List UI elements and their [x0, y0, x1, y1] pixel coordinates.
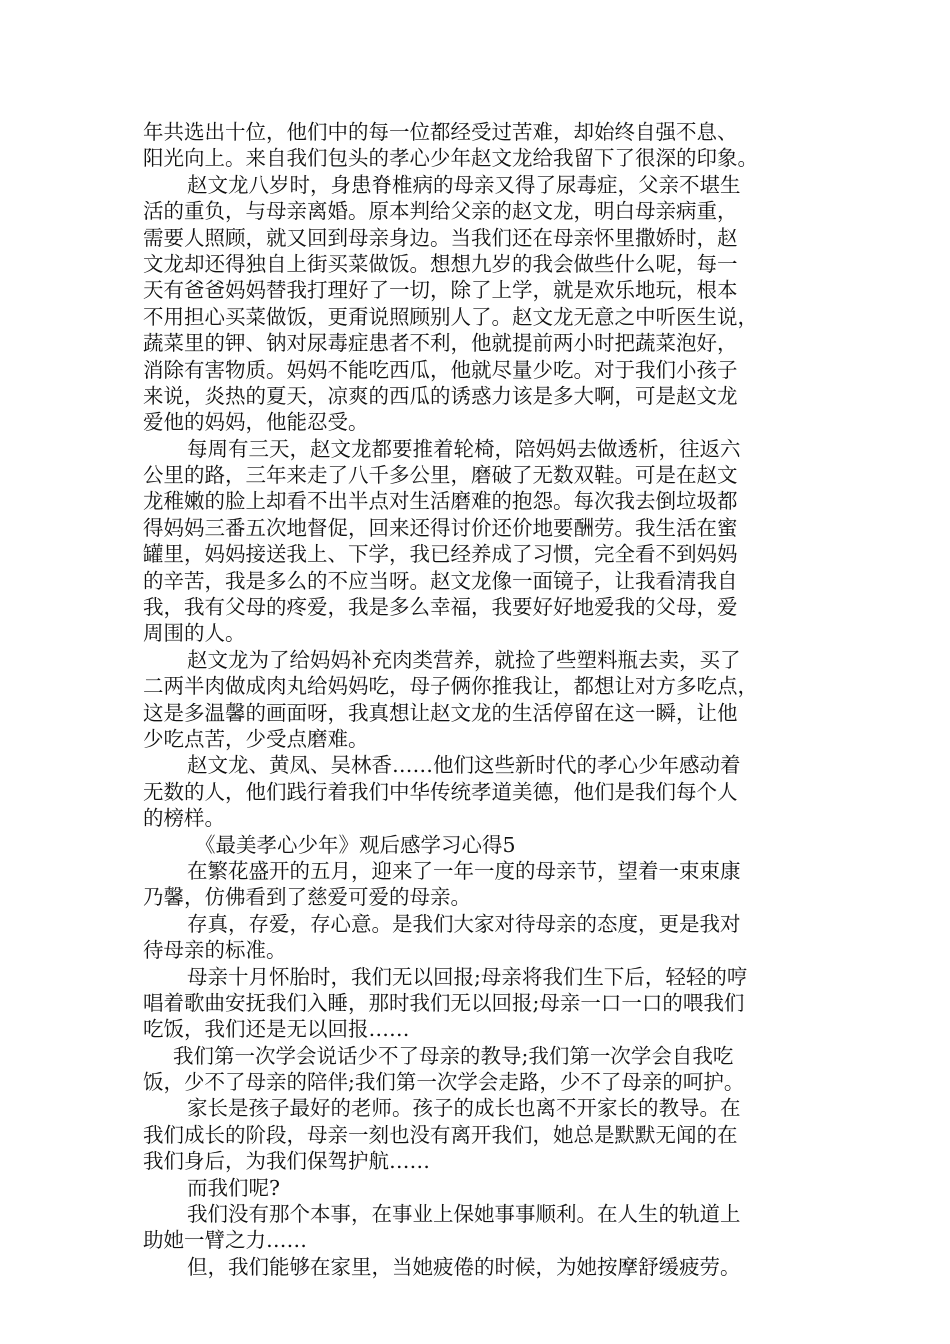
paragraph-start-line: 而我们呢? — [187, 1175, 280, 1200]
paragraph-start-line: 赵文龙、黄凤、吴林香……他们这些新时代的孝心少年感动着 — [187, 753, 741, 778]
text-line: 消除有害物质。妈妈不能吃西瓜，他就尽量少吃。对于我们小孩子 — [143, 357, 738, 382]
text-line: 饭，少不了母亲的陪伴;我们第一次学会走路，少不了母亲的呵护。 — [143, 1070, 745, 1095]
text-line: 得妈妈三番五次地督促，回来还得讨价还价地要酬劳。我生活在蜜 — [143, 515, 738, 540]
text-line: 少吃点苦，少受点磨难。 — [143, 726, 369, 751]
paragraph-start-line: 在繁花盛开的五月，迎来了一年一度的母亲节，望着一束束康 — [187, 858, 741, 883]
paragraph-start-line: 赵文龙为了给妈妈补充肉类营养，就捡了些塑料瓶去卖，买了 — [187, 647, 741, 672]
text-line: 年共选出十位，他们中的每一位都经受过苦难，却始终自强不息、 — [143, 120, 738, 144]
paragraph-start-line: 母亲十月怀胎时，我们无以回报;母亲将我们生下后，轻轻的哼 — [187, 964, 748, 989]
text-line: 天有爸爸妈妈替我打理好了一切，除了上学，就是欢乐地玩，根本 — [143, 278, 738, 303]
text-line: 罐里，妈妈接送我上、下学，我已经养成了习惯，完全看不到妈妈 — [143, 542, 738, 567]
text-line: 的榜样。 — [143, 806, 225, 831]
paragraph-start-line: 赵文龙八岁时，身患脊椎病的母亲又得了尿毒症，父亲不堪生 — [187, 172, 741, 197]
text-line: 无数的人，他们践行着我们中华传统孝道美德，他们是我们每个人 — [143, 779, 738, 804]
text-line: 爱他的妈妈，他能忍受。 — [143, 410, 369, 435]
text-line: 唱着歌曲安抚我们入睡，那时我们无以回报;母亲一口一口的喂我们 — [143, 990, 745, 1015]
text-line: 我们成长的阶段，母亲一刻也没有离开我们，她总是默默无闻的在 — [143, 1122, 738, 1147]
text-line: 需要人照顾，就又回到母亲身边。当我们还在母亲怀里撒娇时，赵 — [143, 225, 738, 250]
paragraph-start-line: 每周有三天，赵文龙都要推着轮椅，陪妈妈去做透析，往返六 — [187, 436, 741, 461]
text-line: 这是多温馨的画面呀，我真想让赵文龙的生活停留在这一瞬，让他 — [143, 700, 738, 725]
text-line: 不用担心买菜做饭，更甭说照顾别人了。赵文龙无意之中听医生说， — [143, 304, 758, 329]
text-line: 蔬菜里的钾、钠对尿毒症患者不利，他就提前两小时把蔬菜泡好， — [143, 331, 738, 356]
text-line: 吃饭，我们还是无以回报…… — [143, 1017, 410, 1042]
text-line: 阳光向上。来自我们包头的孝心少年赵文龙给我留下了很深的印象。 — [143, 146, 758, 171]
text-line: 的辛苦，我是多么的不应当呀。赵文龙像一面镜子，让我看清我自 — [143, 568, 738, 593]
paragraph-start-line: 但，我们能够在家里，当她疲倦的时候，为她按摩舒缓疲劳。 — [187, 1254, 741, 1279]
text-line: 龙稚嫩的脸上却看不出半点对生活磨难的抱怨。每次我去倒垃圾都 — [143, 489, 738, 514]
paragraph-start-line: 我们没有那个本事，在事业上保她事事顺利。在人生的轨道上 — [187, 1202, 741, 1227]
text-line: 活的重负，与母亲离婚。原本判给父亲的赵文龙，明白母亲病重， — [143, 199, 738, 224]
text-line: 乃馨，仿佛看到了慈爱可爱的母亲。 — [143, 885, 471, 910]
text-line: 公里的路，三年来走了八千多公里，磨破了无数双鞋。可是在赵文 — [143, 463, 738, 488]
text-line: 助她一臂之力…… — [143, 1228, 307, 1253]
text-line: 来说，炎热的夏天，凉爽的西瓜的诱惑力该是多大啊，可是赵文龙 — [143, 383, 738, 408]
section-title: 《最美孝心少年》观后感学习心得5 — [195, 832, 516, 857]
text-line: 周围的人。 — [143, 621, 246, 646]
text-line: 文龙却还得独自上街买菜做饭。想想九岁的我会做些什么呢，每一 — [143, 251, 738, 276]
text-line: 我，我有父母的疼爱，我是多么幸福，我要好好地爱我的父母，爱 — [143, 595, 738, 620]
paragraph-start-line: 家长是孩子最好的老师。孩子的成长也离不开家长的教导。在 — [187, 1096, 741, 1121]
paragraph-start-line: 存真，存爱，存心意。是我们大家对待母亲的态度，更是我对 — [187, 911, 741, 936]
paragraph-start-line: 我们第一次学会说话少不了母亲的教导;我们第一次学会自我吃 — [173, 1043, 734, 1068]
text-line: 二两半肉做成肉丸给妈妈吃，母子俩你推我让，都想让对方多吃点， — [143, 674, 758, 699]
text-line: 我们身后，为我们保驾护航…… — [143, 1149, 430, 1174]
text-line: 待母亲的标准。 — [143, 938, 287, 963]
document-body — [143, 119, 811, 1280]
